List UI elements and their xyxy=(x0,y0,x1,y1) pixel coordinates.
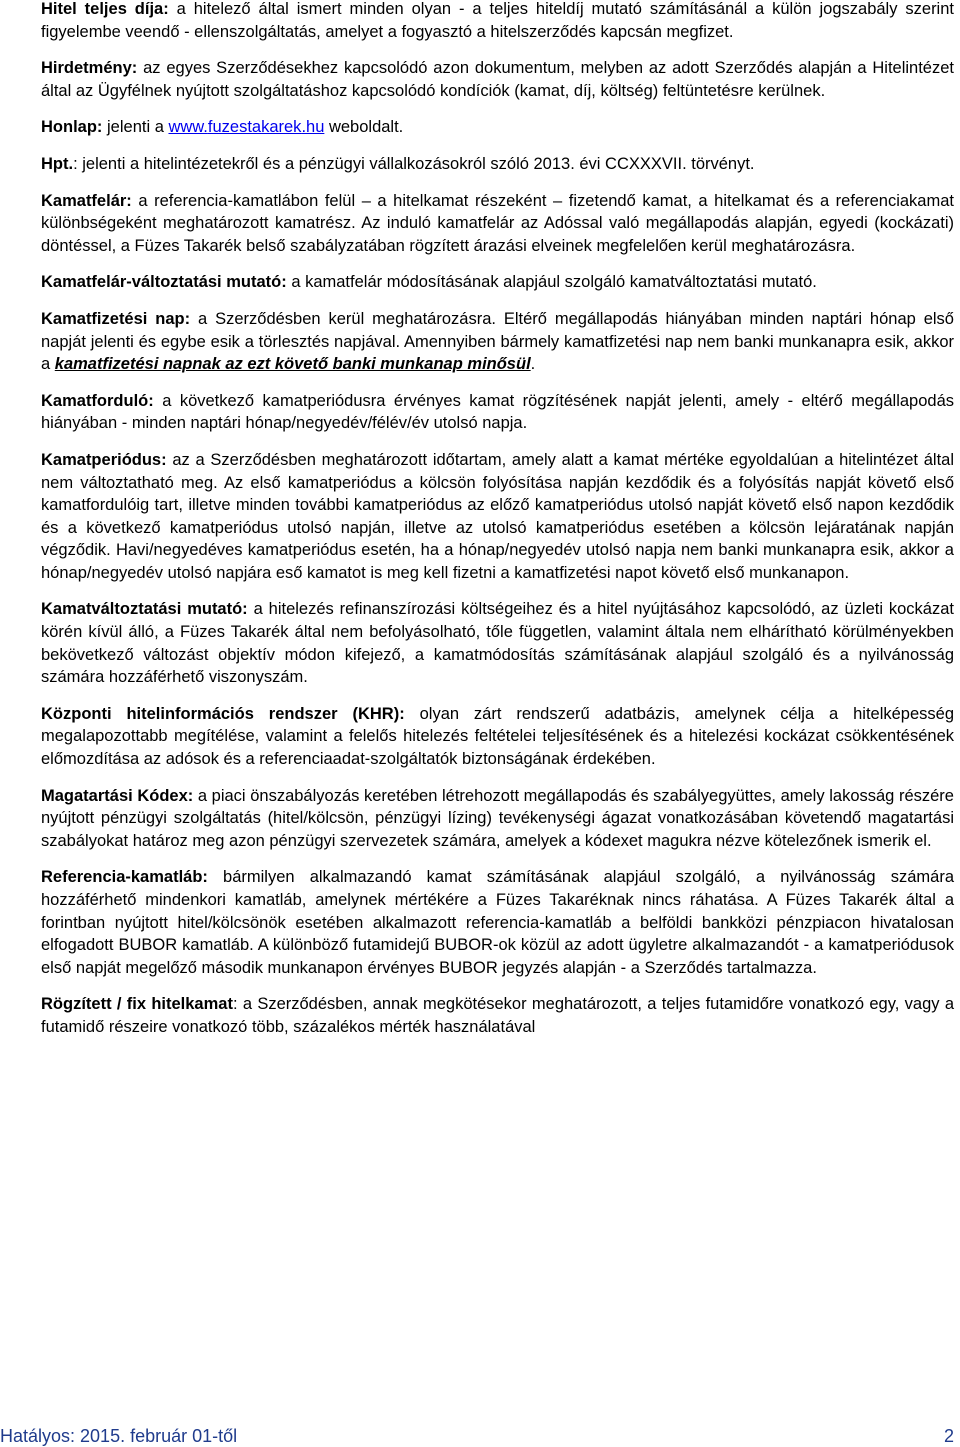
definition-hitel-teljes-dija xyxy=(41,0,954,43)
link-suffix: .hu xyxy=(301,118,325,137)
term: Kamatperiódus: xyxy=(41,450,167,469)
definition-kamatfelar-valtoztatasi-mutato xyxy=(41,271,954,294)
link-main: fuzestakarek xyxy=(207,118,302,137)
page-number: 2 xyxy=(943,1426,954,1446)
definition-text: a kamatfelár módosításának alapjául szolgáló kamatváltoztatási mutató. xyxy=(286,273,817,292)
term: Magatartási Kódex: xyxy=(41,786,194,805)
term: Kamatforduló: xyxy=(41,391,154,410)
definition-text-after: weboldalt. xyxy=(324,118,404,137)
term: Hirdetmény: xyxy=(41,59,138,78)
page-footer xyxy=(0,1421,954,1447)
term: Kamatváltoztatási mutató: xyxy=(41,600,248,619)
definition-text: a következő kamatperiódusra érvényes kamat rögzítésének napját jelenti, amely - eltérő megállapodás hiányában - minden naptári hónap/negyedév/félév/év utolsó napja. xyxy=(41,391,954,433)
definition-text: bármilyen alkalmazandó kamat számításának alapjául szolgáló, a nyilvánosság számára hozzáférhető mindenkori kamatláb, amelynek mértékére a Füzes Takaréknak nincs ráhatása. A Füzes Takarék által a forintban nyújtott hitel/kölcsönök esetében alkalmazott referencia-kamatláb a belföldi bankközi pénzpiacon hivatalosan elfogadott BUBOR kamatláb. A különböző futamidejű BUBOR-ok közül az adott ügyletre alkalmazandót - a kamatperiódusok első napját megelőző második munkanapon érvényes BUBOR jegyzés alapján - a Szerződés tartalmazza. xyxy=(41,868,954,977)
definition-text: olyan zárt rendszerű adatbázis, amelynek célja a hitelképesség megalapozottabb megítélése, valamint a felelős hitelezés feltételei teljesítésének és a hitelezési kockázat csökkentésének előmozdítása az adósok és a referenciaadat-szolgáltatók biztonságának érdekében. xyxy=(41,704,955,769)
definition-text: : a Szerződésben, annak megkötésekor meghatározott, a teljes futamidőre vonatkozó egy, vagy a futamidő részeire vonatkozó több, százalékos mérték használatával xyxy=(41,995,954,1036)
term: Hitel teljes díja: xyxy=(41,0,169,18)
definition-honlap xyxy=(41,116,954,139)
definition-text: az egyes Szerződésekhez kapcsolódó azon dokumentum, melyben az adott Szerződés alapján a Hitelintézet által az Ügyfélnek nyújtott szolgáltatáshoz kapcsolódó kondíciók (kamat, díj, költség) feltüntetésre kerülnek. xyxy=(41,59,954,100)
term: Referencia-kamatláb: xyxy=(41,868,208,887)
document-body xyxy=(41,0,954,1053)
definition-text-after: . xyxy=(530,355,536,374)
term: Kamatfizetési nap: xyxy=(41,309,191,328)
definition-text: a piaci önszabályozás keretében létrehozott megállapodás és szabályegyüttes, amely lakosság részére nyújtott pénzügyi szolgáltatás (hitel/kölcsön, pénzügyi lízing) tevékenységi ágazat vonatkozásában követendő magatartási szabályokat határoz meg azon pénzügyi szervezetek számára, amelyek a kódexet magukra nézve kötelezőnek ismerik el. xyxy=(41,786,954,850)
definition-kamatvaltoztatasi-mutato xyxy=(41,598,954,688)
definition-text: jelenti a xyxy=(102,118,169,137)
definition-rogzitett-hitelkamat xyxy=(41,993,954,1038)
definition-kamatfelar xyxy=(41,190,954,258)
definition-text: : jelenti a hitelintézetekről és a pénzügyi vállalkozásokról szóló 2013. évi CCXXXVII. törvényt. xyxy=(73,154,755,173)
definition-referencia-kamatlab xyxy=(41,866,954,979)
definition-magatartasi-kodex xyxy=(41,785,954,853)
definition-kamatperiodus xyxy=(41,449,954,585)
term: Honlap: xyxy=(41,118,103,137)
definition-kamatfordulo xyxy=(41,390,954,435)
term: Központi hitelinformációs rendszer (KHR): xyxy=(41,704,405,723)
definition-hpt xyxy=(41,153,954,176)
term: Kamatfelár: xyxy=(41,191,132,210)
definition-text: az a Szerződésben meghatározott időtartam, amely alatt a kamat mértéke egyoldalúan a hitelintézet által nem változtatható meg. Az első kamatperiódus a kölcsön folyósítása napján kezdődik és a folyósítás napját követő első kamatfordulóig tart, illetve minden további kamatperiódus az előző kamatperiódus utolsó napját követő első napon kezdődik és a következő kamatperiódus utolsó napján, illetve az utolsó kamatperiódus esetében a kölcsön lejáratának napján végződik. Havi/negyedéves kamatperiódus esetén, ha a hónap/negyedév utolsó napja nem banki munkanapra esik, akkor a hónap/negyedév utolsó napjára eső kamatot is meg kell fizetni a kamatfizetési napot követő első munkanapon. xyxy=(41,450,954,582)
definition-text: a referencia-kamatlábon felül – a hitelkamat részeként – fizetendő kamat, a hitelkamat és a referenciakamat különbségeként meghatározott kamatrész. Az induló kamatfelár az Adóssal való megállapodás alapján, egyedi (kockázati) döntéssel, a Füzes Takarék belső szabályzatában rögzített árazási elveinek megfelelően kerül meghatározásra. xyxy=(41,191,954,255)
definition-hirdetmeny xyxy=(41,57,954,102)
term: Kamatfelár-változtatási mutató: xyxy=(41,273,287,292)
effective-date: Hatályos: 2015. február 01-től xyxy=(0,1426,238,1446)
emphasis-text: kamatfizetési napnak az ezt követő banki munkanap minősül xyxy=(54,355,531,374)
website-link[interactable] xyxy=(168,118,324,136)
term: Rögzített / fix hitelkamat xyxy=(41,995,233,1014)
definition-text: a hitelezés refinanszírozási költségeihez és a hitel nyújtásához kapcsolódó, az üzleti kockázat körén kívül álló, a Füzes Takarék által nem befolyásolható, tőle független, valamint általa nem elhárítható körülményekben bekövetkező változást objektív módon kifejező, a kamatmódosítás számításának alapjául szolgáló és a nyilvánosság számára hozzáférhető viszonyszám. xyxy=(41,600,954,687)
definition-text: a Szerződésben kerül meghatározásra. Eltérő megállapodás hiányában minden naptári hónap első napját jelenti és egybe esik a törlesztés napjával. Amennyiben bármely kamatfizetési nap nem banki munkanapra esik, akkor a xyxy=(41,309,954,374)
definition-text: a hitelező által ismert minden olyan - a teljes hiteldíj mutató számításánál a külön jogszabály szerint figyelembe veendő - ellenszolgáltatás, amelyet a fogyasztó a hitelszerződés kapcsán megfizet. xyxy=(41,0,954,41)
term: Hpt. xyxy=(41,154,74,173)
definition-khr xyxy=(41,703,954,771)
link-prefix: www. xyxy=(168,118,208,137)
definition-kamatfizetesi-nap xyxy=(41,308,954,376)
